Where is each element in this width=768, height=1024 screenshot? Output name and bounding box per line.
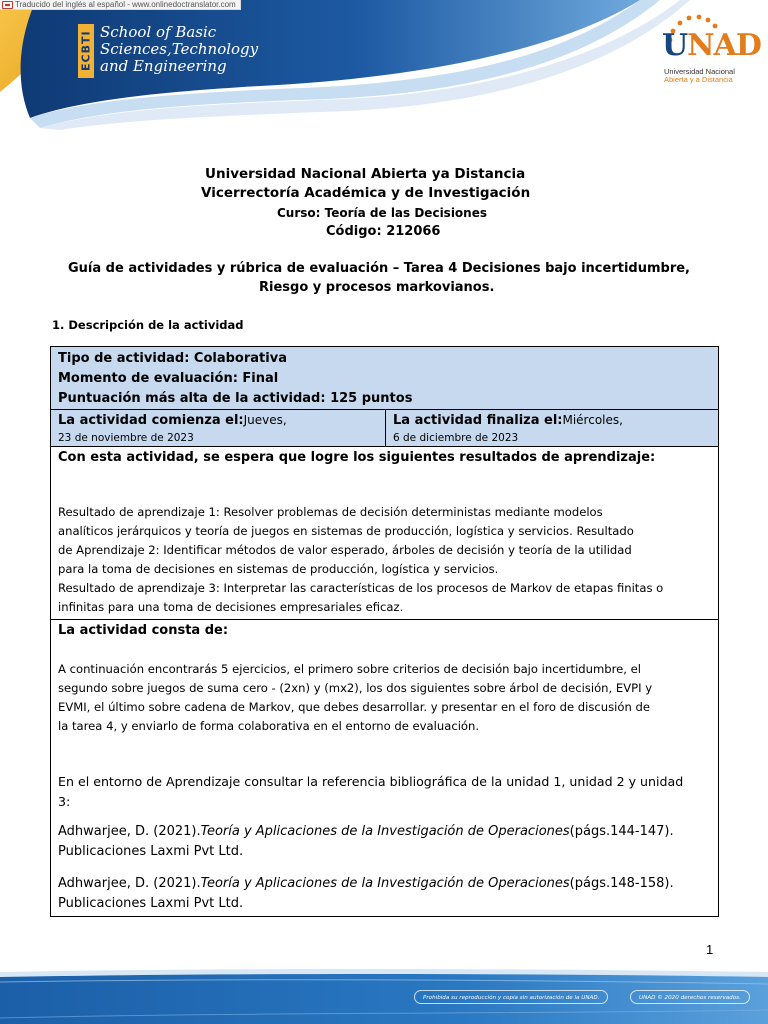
- footer-rights-notice: UNAD © 2020 derechos reservados.: [630, 990, 750, 1004]
- unad-subtitle-line: Universidad Nacional: [664, 67, 735, 76]
- learning-results-text: [58, 503, 711, 617]
- end-weekday: Miércoles,: [562, 413, 623, 427]
- translator-notice-text: Traducido del inglés al español - www.onlinedoctranslator.com: [15, 0, 236, 9]
- intro-line: EVMI, el último sobre cadena de Markov, que debes desarrollar. y presentar en el foro de discusión de: [58, 700, 651, 714]
- ecbti-tag: ECBTI: [78, 24, 94, 78]
- learning-results-title: Con esta actividad, se espera que logre los siguientes resultados de aprendizaje:: [58, 450, 656, 465]
- activity-content-title: La actividad consta de:: [58, 623, 229, 638]
- reference-intro-line: 3:: [58, 794, 71, 809]
- school-name-line: and Engineering: [100, 57, 227, 75]
- learning-result-line: Resultado de aprendizaje 3: Interpretar las características de los procesos de Markov de etapas finitas o: [58, 581, 664, 595]
- school-logo: [78, 24, 258, 78]
- learning-result-line: para la toma de decisiones en sistemas de producción, logística y servicios.: [58, 562, 499, 576]
- activity-content-section: [51, 619, 718, 916]
- university-name: Universidad Nacional Abierta ya Distancia: [205, 166, 526, 182]
- unad-subtitle-line: Abierta y a Distancia: [664, 75, 733, 84]
- course-name: Curso: Teoría de las Decisiones: [277, 206, 487, 220]
- footer-copy-notice: Prohibida su reproducción y copia sin autorización de la UNAD.: [414, 990, 608, 1004]
- start-date-cell: [51, 410, 385, 446]
- reference-pages: (págs.148-158).: [569, 876, 674, 891]
- unad-logo-word: [662, 28, 761, 63]
- start-date: 23 de noviembre de 2023: [58, 432, 194, 444]
- translate-icon: [2, 1, 13, 9]
- footer-banner: [0, 968, 768, 1024]
- learning-result-line: infinitas para una toma de decisiones empresariales eficaz.: [58, 600, 404, 614]
- page-number: 1: [706, 942, 714, 957]
- reference-author: Adhwarjee, D. (2021).: [58, 876, 201, 891]
- learning-result-line: Resultado de aprendizaje 1: Resolver problemas de decisión deterministas mediante modelos: [58, 505, 603, 519]
- reference-publisher: Publicaciones Laxmi Pvt Ltd.: [58, 844, 244, 859]
- intro-line: A continuación encontrarás 5 ejercicios, el primero sobre criterios de decisión bajo incertidumbre, el: [58, 662, 642, 676]
- activity-type: Tipo de actividad: Colaborativa: [58, 351, 287, 366]
- date-row: [51, 409, 718, 446]
- reference-publisher: Publicaciones Laxmi Pvt Ltd.: [58, 896, 244, 911]
- course-code: Código: 212066: [326, 224, 441, 239]
- unad-logo-rest: NAD: [687, 28, 761, 63]
- reference-author: Adhwarjee, D. (2021).: [58, 824, 201, 839]
- end-date-cell: [385, 410, 718, 446]
- reference-title: Teoría y Aplicaciones de la Investigación de Operaciones: [200, 876, 570, 891]
- learning-result-line: analíticos jerárquicos y teoría de juegos en sistemas de producción, logística y servicios. Resultado: [58, 524, 634, 538]
- learning-result-line: de Aprendizaje 2: Identificar métodos de valor esperado, árboles de decisión y teoría de la utilidad: [58, 543, 632, 557]
- school-name: [100, 24, 258, 75]
- start-date-label: La actividad comienza el:: [58, 413, 244, 428]
- reference-item: [58, 822, 711, 862]
- reference-pages: (págs.144-147).: [569, 824, 674, 839]
- guide-title-line: Riesgo y procesos markovianos.: [259, 280, 495, 295]
- max-score: Puntuación más alta de la actividad: 125 puntos: [58, 391, 413, 406]
- school-name-line: School of Basic: [100, 23, 217, 41]
- evaluation-moment: Momento de evaluación: Final: [58, 371, 279, 386]
- unad-logo-subtitle: [664, 68, 754, 84]
- learning-results-section: [51, 446, 718, 619]
- school-name-line: Sciences,Technology: [100, 40, 259, 58]
- guide-title-line: Guía de actividades y rúbrica de evaluación – Tarea 4 Decisiones bajo incertidumbre,: [68, 261, 690, 276]
- header-banner: [0, 0, 768, 130]
- activity-content-intro: [58, 660, 711, 736]
- unad-logo-u: U: [662, 28, 688, 63]
- reference-intro-line: En el entorno de Aprendizaje consultar la referencia bibliográfica de la unidad 1, unidad 2 y unidad: [58, 774, 684, 789]
- activity-table: [50, 346, 719, 917]
- translator-notice[interactable]: [0, 0, 241, 10]
- intro-line: segundo sobre juegos de suma cero - (2xn) y (mx2), los dos siguientes sobre árbol de decisión, EVPI y: [58, 681, 653, 695]
- reference-intro: [58, 772, 711, 812]
- end-date: 6 de diciembre de 2023: [393, 432, 519, 444]
- start-weekday: Jueves,: [243, 413, 287, 427]
- activity-info: [51, 347, 718, 409]
- section-heading: 1. Descripción de la actividad: [52, 318, 244, 332]
- intro-line: la tarea 4, y enviarlo de forma colaborativa en el entorno de evaluación.: [58, 719, 480, 733]
- reference-title: Teoría y Aplicaciones de la Investigación de Operaciones: [200, 824, 570, 839]
- reference-item: [58, 874, 711, 914]
- end-date-label: La actividad finaliza el:: [393, 413, 563, 428]
- vice-rectory: Vicerrectoría Académica y de Investigación: [201, 185, 531, 201]
